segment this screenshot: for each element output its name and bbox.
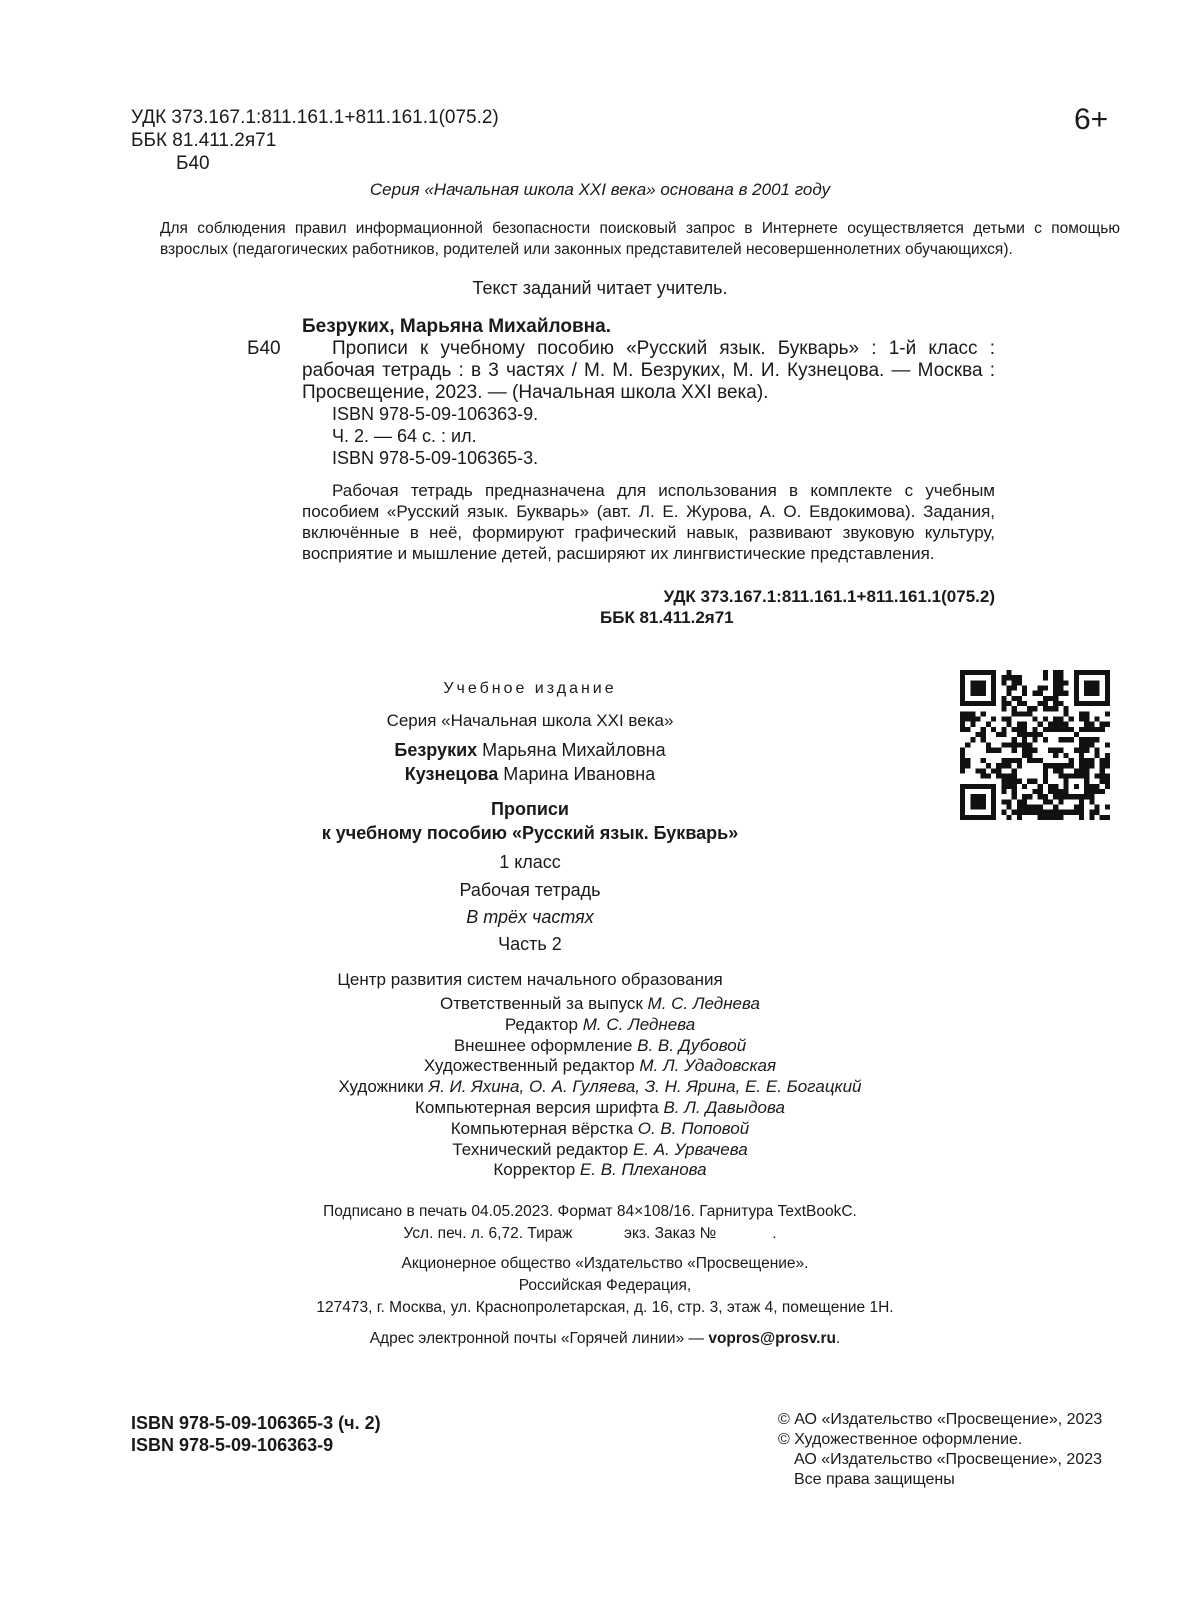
- publisher-line: Акционерное общество «Издательство «Просвещение».: [401, 1255, 809, 1272]
- book-title-line2: к учебному пособию «Русский язык. Букварь»: [321, 823, 739, 843]
- card-udk: УДК 373.167.1:811.161.1+811.161.1(075.2): [663, 587, 995, 606]
- part-number: Часть 2: [498, 934, 562, 954]
- credits-list: [200, 994, 1000, 1181]
- card-isbn-line: Ч. 2. — 64 с. : ил.: [332, 426, 477, 446]
- author-mark: Б40: [176, 153, 210, 174]
- copyright-line: © Художественное оформление.: [778, 1431, 1023, 1448]
- copyright-line: Все права защищены: [794, 1471, 955, 1488]
- authors-list: [240, 738, 820, 786]
- card-isbn-line: ISBN 978-5-09-106363-9.: [332, 404, 539, 424]
- credit-line: Внешнее оформление В. В. Дубовой: [453, 1035, 747, 1055]
- book-title: [240, 797, 820, 845]
- card-abstract: Рабочая тетрадь предназначена для использования в комплекте с учебным пособием «Русский язык. Букварь» (авт. Л. Е. Журова, А. О. Евдокимова). Задания, включённые в неё, формируют графический навык, развивают звуковую культуру, восприятие и мышление детей, расширяют их лингвистические представления.: [302, 481, 995, 563]
- author-line: Безруких Марьяна Михайловна: [394, 740, 666, 760]
- credit-line: Технический редактор Е. А. Урвачева: [452, 1139, 748, 1159]
- book-title-line1: Прописи: [491, 799, 569, 819]
- card-isbn-line: ISBN 978-5-09-106365-3.: [332, 448, 539, 468]
- edition-type: Учебное издание: [443, 680, 617, 697]
- series-name: Серия «Начальная школа XXI века»: [386, 711, 674, 730]
- credit-line: Ответственный за выпуск М. С. Леднева: [440, 994, 760, 1013]
- isbn-block: [131, 1412, 381, 1456]
- hotline-email: Адрес электронной почты «Горячей линии» — vopros@prosv.ru.: [369, 1330, 841, 1347]
- card-author-mark: Б40: [247, 338, 281, 359]
- read-note: Текст заданий читает учитель.: [472, 278, 728, 298]
- safety-note: Для соблюдения правил информационной безопасности поисковый запрос в Интернете осуществляется детьми с помощью взрослых (педагогических работников, родителей или законных представителей несовершеннолетних обучающихся).: [160, 220, 1120, 258]
- grade: 1 класс: [499, 852, 561, 872]
- card-author: Безруких, Марьяна Михайловна.: [302, 316, 611, 337]
- publisher-line: 127473, г. Москва, ул. Краснопролетарская, д. 16, стр. 3, этаж 4, помещение 1Н.: [316, 1299, 894, 1316]
- author-line: Кузнецова Марина Ивановна: [404, 764, 656, 784]
- copyright-line: АО «Издательство «Просвещение», 2023: [794, 1451, 1103, 1468]
- publisher-info: [200, 1253, 1010, 1319]
- card-codes: [600, 586, 995, 628]
- header-codes: [131, 106, 499, 175]
- credit-line: Редактор М. С. Леднева: [504, 1014, 696, 1034]
- isbn-part: ISBN 978-5-09-106365-3 (ч. 2): [131, 1413, 381, 1433]
- email-address[interactable]: vopros@prosv.ru: [708, 1330, 836, 1347]
- print-info-line: Усл. печ. л. 6,72. Тираж экз. Заказ № .: [403, 1225, 777, 1242]
- credit-line: Художники Я. И. Яхина, О. А. Гуляева, З. Н. Ярина, Е. Е. Богацкий: [338, 1077, 862, 1097]
- qr-code: [960, 670, 1110, 820]
- card-bbk: [600, 607, 995, 628]
- copyright-block: [778, 1410, 1102, 1490]
- print-info-line: Подписано в печать 04.05.2023. Формат 84×108/16. Гарнитура TextBookC.: [323, 1203, 857, 1220]
- publisher-line: Российская Федерация,: [518, 1277, 692, 1294]
- print-info: [200, 1201, 980, 1245]
- credit-line: Компьютерная версия шрифта В. Л. Давыдова: [415, 1097, 785, 1117]
- book-type: Рабочая тетрадь: [459, 880, 601, 900]
- card-description: Прописи к учебному пособию «Русский язык. Букварь» : 1-й класс : рабочая тетрадь : в 3 частях / М. М. Безруких, М. И. Кузнецова. — Москва : Просвещение, 2023. — (Начальная школа XXI века).: [302, 338, 995, 403]
- parts-count: В трёх частях: [466, 907, 594, 927]
- email-label: Адрес электронной почты «Горячей линии» —: [369, 1330, 709, 1347]
- age-rating: 6+: [1074, 103, 1109, 136]
- credit-line: Компьютерная вёрстка О. В. Поповой: [450, 1118, 750, 1138]
- isbn-full: ISBN 978-5-09-106363-9: [131, 1435, 334, 1455]
- credit-line: Художественный редактор М. Л. Удадовская: [423, 1056, 777, 1076]
- series-note: Серия «Начальная школа XXI века» основана в 2001 году: [369, 180, 831, 199]
- center-name: Центр развития систем начального образования: [337, 970, 723, 989]
- credit-line: Корректор Е. В. Плеханова: [493, 1160, 707, 1180]
- card-bbk-text: ББК 81.411.2я71: [600, 608, 734, 627]
- bbk-code: ББК 81.411.2я71: [131, 130, 277, 151]
- udk-code: УДК 373.167.1:811.161.1+811.161.1(075.2): [131, 107, 499, 128]
- copyright-line: © АО «Издательство «Просвещение», 2023: [778, 1411, 1103, 1428]
